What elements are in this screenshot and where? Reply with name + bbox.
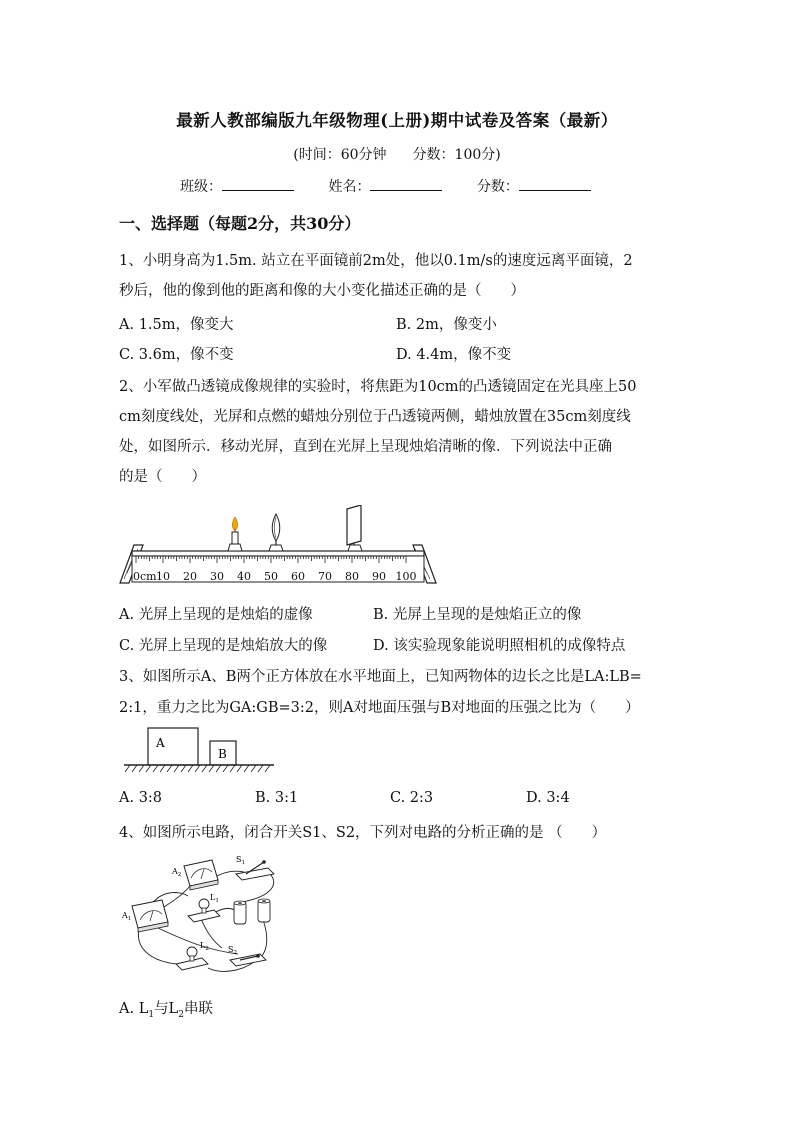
svg-text:L2: $L_2$ bbox=[200, 941, 209, 952]
q1-line1: 1、小明身高为1.5m. 站立在平面镜前2m处，他以0.1m/s的速度远离平面镜，2 bbox=[119, 253, 633, 269]
hatch-line bbox=[216, 765, 221, 772]
class-blank[interactable] bbox=[222, 178, 294, 191]
hatch-line bbox=[265, 765, 270, 772]
exam-total-score: 分数：100分) bbox=[412, 147, 501, 163]
q1-option-b[interactable]: B. 2m，像变小 bbox=[396, 317, 497, 333]
q4-line1: 4、如图所示电路，闭合开关S1、S2，下列对电路的分析正确的是 （ ） bbox=[119, 825, 607, 841]
exam-time: (时间：60分钟 bbox=[293, 147, 387, 163]
svg-text:A1: $A_1$ bbox=[122, 911, 132, 922]
hatch-line bbox=[188, 765, 193, 772]
bench-rail bbox=[132, 551, 424, 556]
score-blank[interactable] bbox=[519, 178, 591, 191]
hatch-line bbox=[132, 765, 137, 772]
q2-option-c[interactable]: C. 光屏上呈现的是烛焰放大的像 bbox=[119, 638, 328, 654]
q2-line2: cm刻度线处，光屏和点燃的蜡烛分别位于凸透镜两侧，蜡烛放置在35cm刻度线 bbox=[119, 409, 631, 425]
ruler-tick-label: 80 bbox=[345, 570, 359, 583]
hatch-line bbox=[230, 765, 235, 772]
q2-option-a[interactable]: A. 光屏上呈现的是烛焰的虚像 bbox=[119, 607, 313, 623]
q3-option-b[interactable]: B. 3:1 bbox=[255, 790, 299, 806]
q1-option-c[interactable]: C. 3.6m，像不变 bbox=[119, 347, 234, 363]
block-b-label: B bbox=[218, 747, 227, 761]
q2-line1: 2、小军做凸透镜成像规律的实验时，将焦距为10cm的凸透镜固定在光具座上50 bbox=[119, 379, 637, 395]
switch-s1 bbox=[236, 855, 274, 880]
hatch-line bbox=[223, 765, 228, 772]
hatch-line bbox=[237, 765, 242, 772]
q2-line3: 处，如图所示．移动光屏，直到在光屏上呈现烛焰清晰的像．下列说法中正确 bbox=[119, 439, 612, 455]
blocks-figure bbox=[122, 724, 277, 774]
score-field[interactable]: 分数： bbox=[477, 176, 591, 196]
hatch-line bbox=[244, 765, 249, 772]
battery-pack bbox=[234, 899, 270, 924]
hatch-line bbox=[125, 765, 130, 772]
page-title: 最新人教部编版九年级物理(上册)期中试卷及答案（最新） bbox=[176, 111, 618, 130]
hatch-line bbox=[146, 765, 151, 772]
hatch-line bbox=[167, 765, 172, 772]
hatch-line bbox=[195, 765, 200, 772]
name-blank[interactable] bbox=[370, 178, 442, 191]
hatch-line bbox=[258, 765, 263, 772]
ruler-tick-label: 70 bbox=[318, 570, 332, 583]
q2-option-d[interactable]: D. 该实验现象能说明照相机的成像特点 bbox=[373, 638, 626, 654]
hatch-line bbox=[153, 765, 158, 772]
q3-option-a[interactable]: A. 3:8 bbox=[119, 790, 163, 806]
hatch-line bbox=[202, 765, 207, 772]
svg-text:L1: $L_1$ bbox=[210, 893, 219, 904]
q2-line4: 的是（ ） bbox=[119, 469, 206, 485]
ammeter-a1 bbox=[121, 900, 168, 932]
hatch-line bbox=[139, 765, 144, 772]
q1-option-d[interactable]: D. 4.4m，像不变 bbox=[396, 347, 512, 363]
q4-option-a[interactable]: A. $L_1$与$L_2$串联 bbox=[119, 1001, 213, 1020]
exam-info bbox=[0, 144, 794, 164]
hatch-line bbox=[174, 765, 179, 772]
svg-text:S2: $S_2$ bbox=[228, 945, 237, 956]
switch-s2 bbox=[228, 945, 266, 966]
ruler-tick-label: 40 bbox=[237, 570, 251, 583]
svg-text:S1: $S_1$ bbox=[236, 855, 245, 866]
lamp-l1 bbox=[188, 893, 220, 922]
svg-text:A2: $A_2$ bbox=[172, 867, 182, 878]
q1-line2: 秒后，他的像到他的距离和像的大小变化描述正确的是（ ） bbox=[119, 283, 525, 299]
ammeter-a2 bbox=[171, 860, 218, 890]
hatch-line bbox=[209, 765, 214, 772]
hatch-line bbox=[251, 765, 256, 772]
ruler-tick-label: 60 bbox=[291, 570, 305, 583]
ground-hatching bbox=[125, 765, 270, 772]
section-heading: 一、选择题（每题2分，共30分） bbox=[119, 214, 361, 233]
candle bbox=[228, 517, 242, 551]
q2-option-b[interactable]: B. 光屏上呈现的是烛焰正立的像 bbox=[373, 607, 582, 623]
q3-option-c[interactable]: C. 2:3 bbox=[390, 790, 434, 806]
ruler-tick-label: 0cm bbox=[133, 570, 157, 583]
candle-flame bbox=[232, 517, 237, 530]
q3-line1: 3、如图所示A、B两个正方体放在水平地面上，已知两物体的边长之比是LA:LB= bbox=[119, 669, 642, 685]
name-field[interactable]: 姓名： bbox=[328, 176, 442, 196]
q1-option-a[interactable]: A. 1.5m，像变大 bbox=[119, 317, 234, 333]
light-screen bbox=[347, 505, 362, 551]
ruler-tick-label: 30 bbox=[210, 570, 224, 583]
optical-bench-figure bbox=[118, 505, 438, 587]
ruler-tick-label: 100 bbox=[395, 570, 417, 583]
hatch-line bbox=[160, 765, 165, 772]
circuit-figure bbox=[118, 850, 298, 980]
hatch-line bbox=[181, 765, 186, 772]
ruler-tick-label: 10 bbox=[156, 570, 170, 583]
student-info-fields bbox=[180, 176, 621, 196]
block-a-label: A bbox=[156, 736, 165, 750]
ruler-tick-label: 20 bbox=[183, 570, 197, 583]
ruler-tick-label: 90 bbox=[372, 570, 386, 583]
lamp-l2 bbox=[176, 941, 209, 970]
q3-line2: 2:1，重力之比为GA:GB=3:2，则A对地面压强与B对地面的压强之比为（ ） bbox=[119, 700, 640, 716]
class-field[interactable]: 班级： bbox=[180, 176, 294, 196]
q3-option-d[interactable]: D. 3:4 bbox=[526, 790, 570, 806]
ruler-tick-label: 50 bbox=[264, 570, 278, 583]
convex-lens bbox=[269, 514, 283, 551]
